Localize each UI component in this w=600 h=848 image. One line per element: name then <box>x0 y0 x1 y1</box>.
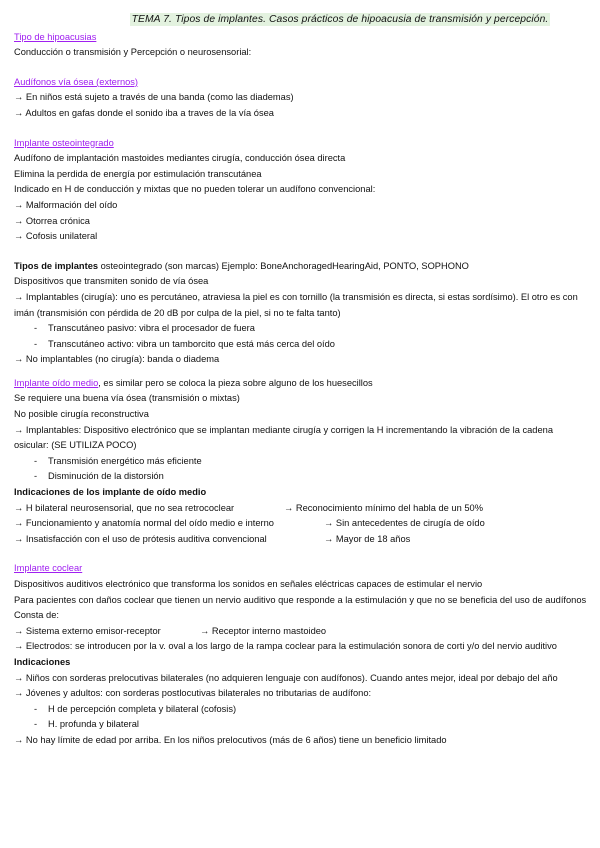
section-heading-implante-osteointegrado: Implante osteointegrado <box>14 137 114 148</box>
paragraph: Para pacientes con daños coclear que tienen un nervio auditivo que responde a la estimulación y que no se beneficia del uso de audífonos <box>14 594 587 605</box>
paragraph: → Implantables (cirugía): uno es percutáneo, atraviesa la piel es con tornillo (la transmisión es directa, si estas sordísimo). El otro es con imán (transmisión con pérdida de 20 dB por culpa de la piel, si no te falta tanto) <box>14 291 578 318</box>
dash-list-item: - Transcutáneo pasivo: vibra el procesador de fuera <box>14 321 588 337</box>
list-item: → No hay límite de edad por arriba. En los niños prelocutivos (más de 6 años) tiene un beneficio limitado <box>14 734 447 745</box>
section-heading-implante-coclear: Implante coclear <box>14 563 83 574</box>
indication-row: → Insatisfacción con el uso de prótesis auditiva convencional → Mayor de 18 años <box>14 533 411 544</box>
text-line: Elimina la perdida de energía por estimulación transcutánea <box>14 168 262 179</box>
section-heading-audifonos-via-osea: Audífonos vía ósea (externos) <box>14 76 139 87</box>
subheading-indicaciones-oido-medio: Indicaciones de los implante de oído medio <box>14 487 207 498</box>
subheading-indicaciones-coclear: Indicaciones <box>14 656 71 667</box>
list-item: → Jóvenes y adultos: con sorderas postlocutivas bilaterales no tributarias de audífono: <box>14 688 372 699</box>
list-item: → No implantables (no cirugía): banda o diadema <box>14 354 220 365</box>
dash-list-item: - Disminución de la distorsión <box>14 469 588 485</box>
dash-list-item: - Transmisión energético más eficiente <box>14 454 588 470</box>
paragraph: → Implantables: Dispositivo electrónico que se implantan mediante cirugía y corrigen la H incrementando la vibración de la cadena osicular: (SE UTILIZA POCO) <box>14 424 553 451</box>
section-heading-implante-oido-medio: Implante oído medio <box>14 377 99 388</box>
document-page <box>14 12 588 749</box>
indication-row: → Funcionamiento y anatomía normal del oído medio e interno → Sin antecedentes de cirugía de oído <box>14 518 485 529</box>
text-line: No posible cirugía reconstructiva <box>14 409 149 420</box>
text-line: Implante oído medio, es similar pero se coloca la pieza sobre alguno de los huesecillos <box>14 377 373 388</box>
text-line: Conducción o transmisión y Percepción o neurosensorial: <box>14 47 252 58</box>
text-line: Tipos de implantes osteointegrado (son marcas) Ejemplo: BoneAnchoragedHearingAid, PONTO, SOPHONO <box>14 260 469 271</box>
text-line: Se requiere una buena vía ósea (transmisión o mixtas) <box>14 393 240 404</box>
list-item: → Otorrea crónica <box>14 215 90 226</box>
text-line: Audífono de implantación mastoides mediantes cirugía, conducción ósea directa <box>14 153 346 164</box>
list-item: → Cofosis unilateral <box>14 231 98 242</box>
text-line: Indicado en H de conducción y mixtas que no pueden tolerar un audífono convencional: <box>14 184 376 195</box>
paragraph: → Electrodos: se introducen por la v. oval a los largo de la rampa coclear para la estimulación sonora de corti y/o del nervio auditivo <box>14 641 557 652</box>
text-line: → Adultos en gafas donde el sonido iba a traves de la vía ósea <box>14 107 274 118</box>
text-line: Dispositivos que transmiten sonido de vía ósea <box>14 276 209 287</box>
text-line: Dispositivos auditivos electrónico que transforma los sonidos en señales eléctricas capaces de estimular el nervio <box>14 579 483 589</box>
section-heading-tipo-hipoacusias: Tipo de hipoacusias <box>14 31 97 42</box>
list-item: → Malformación del oído <box>14 199 118 210</box>
bold-label-tipos-implantes: Tipos de implantes <box>14 260 99 271</box>
component-row: → Sistema externo emisor-receptor → Receptor interno mastoideo <box>14 625 327 636</box>
text-line: → En niños está sujeto a través de una banda (como las diademas) <box>14 92 294 103</box>
dash-list-item: - Transcutáneo activo: vibra un tamborcito que está más cerca del oído <box>14 337 588 353</box>
dash-list-item: - H. profunda y bilateral <box>14 717 588 733</box>
text-line: Consta de: <box>14 610 59 621</box>
indication-row: → H bilateral neurosensorial, que no sea retrococlear → Reconocimiento mínimo del habla de un 50% <box>14 502 483 513</box>
document-title: TEMA 7. Tipos de implantes. Casos prácticos de hipoacusia de transmisión y percepción. <box>131 14 549 25</box>
paragraph: → Niños con sorderas prelocutivas bilaterales (no adquieren lenguaje con audífonos). Cuando antes mejor, ideal por debajo del año <box>14 672 558 683</box>
dash-list-item: - H de percepción completa y bilateral (cofosis) <box>14 702 588 718</box>
